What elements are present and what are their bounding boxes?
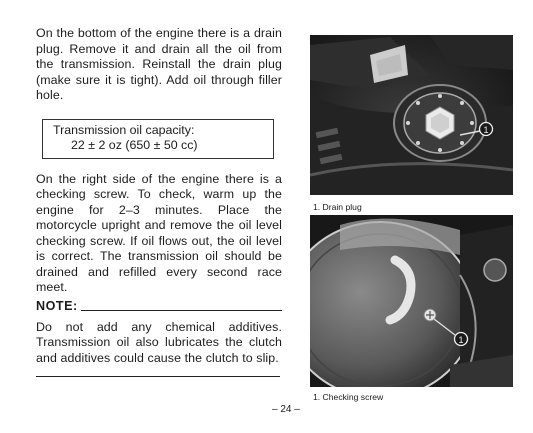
oil-capacity-box (42, 119, 274, 159)
oil-capacity-value: 22 ± 2 oz (650 ± 50 cc) (71, 138, 198, 152)
checking-screw-photo (310, 215, 513, 387)
drain-plug-caption: 1. Drain plug (313, 202, 362, 212)
drain-plug-callout-label: 1 (483, 125, 489, 135)
checking-screw-callout-label: 1 (458, 335, 464, 345)
note-heading-rule (81, 310, 282, 311)
note-label: NOTE: (36, 298, 78, 313)
oil-capacity-label: Transmission oil capacity: (53, 122, 195, 137)
text-column (36, 26, 282, 377)
checking-instructions-paragraph: On the right side of the engine there is a checking screw. To check, warm up the engine for 2–3 minutes. Place the motorcycle upright and remove the oil level checking screw. If oil flows out, the oil level is correct. The transmission oil should be drained and refilled every second race meet. (36, 171, 282, 294)
note-end-rule (36, 376, 280, 377)
note-text: Do not add any chemical additives. Transmission oil also lubricates the clutch and additives could cause the clutch to slip. (36, 319, 282, 365)
checking-screw-caption: 1. Checking screw (313, 392, 384, 402)
drain-instructions-paragraph: On the bottom of the engine there is a drain plug. Remove it and drain all the oil from the transmission. Reinstall the drain plug (make sure it is tight). Add oil through filler hole. (36, 26, 282, 102)
drain-plug-photo (310, 35, 513, 195)
note-heading (36, 299, 282, 314)
page-number: – 24 – (272, 404, 300, 415)
